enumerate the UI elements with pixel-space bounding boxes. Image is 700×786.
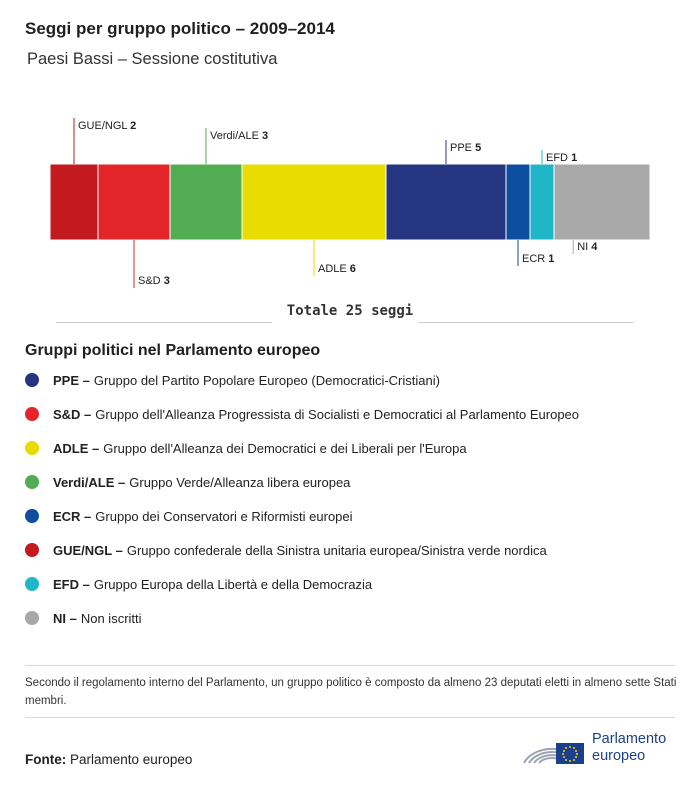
- total-line-right: [418, 322, 634, 323]
- divider-top: [25, 665, 675, 666]
- legend-abbr: Verdi/ALE –: [53, 474, 126, 490]
- bar-segment: [506, 164, 530, 240]
- source-value: Parlamento europeo: [70, 752, 193, 767]
- legend-desc: Gruppo Verde/Alleanza libera europea: [129, 474, 351, 490]
- legend-desc: Non iscritti: [80, 610, 142, 626]
- legend-dot-icon: [25, 577, 39, 591]
- bar-segment: [98, 164, 170, 240]
- logo-line-1: Parlamento: [592, 731, 667, 747]
- legend-abbr: ECR –: [53, 508, 92, 524]
- legend-item: [25, 472, 350, 492]
- legend-dot-icon: [25, 407, 39, 421]
- data-label: S&D 3: [138, 275, 170, 287]
- total-seats-label: Totale 25 seggi: [286, 303, 414, 319]
- stacked-bar-chart: [0, 0, 700, 300]
- legend-item: [25, 404, 579, 424]
- logo-text: [592, 731, 666, 765]
- legend-abbr: NI –: [53, 610, 77, 626]
- legend-abbr: GUE/NGL –: [53, 542, 123, 558]
- bar-segment: [242, 164, 386, 240]
- legend-title: Gruppi politici nel Parlamento europeo: [25, 342, 321, 359]
- data-label: ADLE 6: [318, 263, 356, 275]
- logo: [520, 729, 666, 767]
- legend-desc: Gruppo dell'Alleanza dei Democratici e dei Liberali per l'Europa: [103, 440, 467, 456]
- legend-desc: Gruppo Europa della Libertà e della Democrazia: [93, 576, 373, 592]
- data-label: GUE/NGL 2: [78, 120, 137, 132]
- parliament-logo-icon: [520, 729, 586, 767]
- legend-item: [25, 370, 440, 390]
- bar-segment: [554, 164, 650, 240]
- legend-item: [25, 608, 142, 628]
- data-label: NI 4: [577, 241, 598, 253]
- legend-dot-icon: [25, 475, 39, 489]
- legend-desc: Gruppo dell'Alleanza Progressista di Socialisti e Democratici al Parlamento Europeo: [95, 406, 580, 422]
- note-text: Secondo il regolamento interno del Parlamento, un gruppo politico è composto da almeno 23 deputati eletti in almeno sette Stati membri.: [25, 677, 677, 707]
- data-label: PPE 5: [450, 142, 482, 154]
- legend-item: [25, 574, 372, 594]
- source: [25, 752, 192, 767]
- data-label: ECR 1: [522, 253, 555, 265]
- bar-segment: [50, 164, 98, 240]
- legend-abbr: EFD –: [53, 576, 90, 592]
- bar-segment: [170, 164, 242, 240]
- divider-bottom: [25, 717, 675, 718]
- legend-dot-icon: [25, 509, 39, 523]
- legend-item: [25, 540, 547, 560]
- bar-segment: [530, 164, 554, 240]
- bar-segment: [386, 164, 506, 240]
- data-label: Verdi/ALE 3: [210, 130, 269, 142]
- legend-desc: Gruppo dei Conservatori e Riformisti europei: [95, 508, 353, 524]
- legend-dot-icon: [25, 543, 39, 557]
- legend-item: [25, 438, 467, 458]
- legend-abbr: ADLE –: [53, 440, 100, 456]
- legend-dot-icon: [25, 373, 39, 387]
- legend-abbr: PPE –: [53, 372, 90, 388]
- logo-line-2: europeo: [592, 748, 646, 764]
- legend-desc: Gruppo confederale della Sinistra unitaria europea/Sinistra verde nordica: [126, 542, 547, 558]
- legend-dot-icon: [25, 611, 39, 625]
- legend-dot-icon: [25, 441, 39, 455]
- chart-title: Seggi per gruppo politico – 2009–2014: [25, 19, 335, 38]
- legend-item: [25, 506, 353, 526]
- data-label: EFD 1: [546, 152, 578, 164]
- total-line-left: [56, 322, 272, 323]
- legend-desc: Gruppo del Partito Popolare Europeo (Democratici-Cristiani): [93, 372, 440, 388]
- legend-abbr: S&D –: [53, 406, 92, 422]
- chart-subtitle: Paesi Bassi – Sessione costitutiva: [27, 50, 278, 68]
- source-label: Fonte:: [25, 752, 67, 767]
